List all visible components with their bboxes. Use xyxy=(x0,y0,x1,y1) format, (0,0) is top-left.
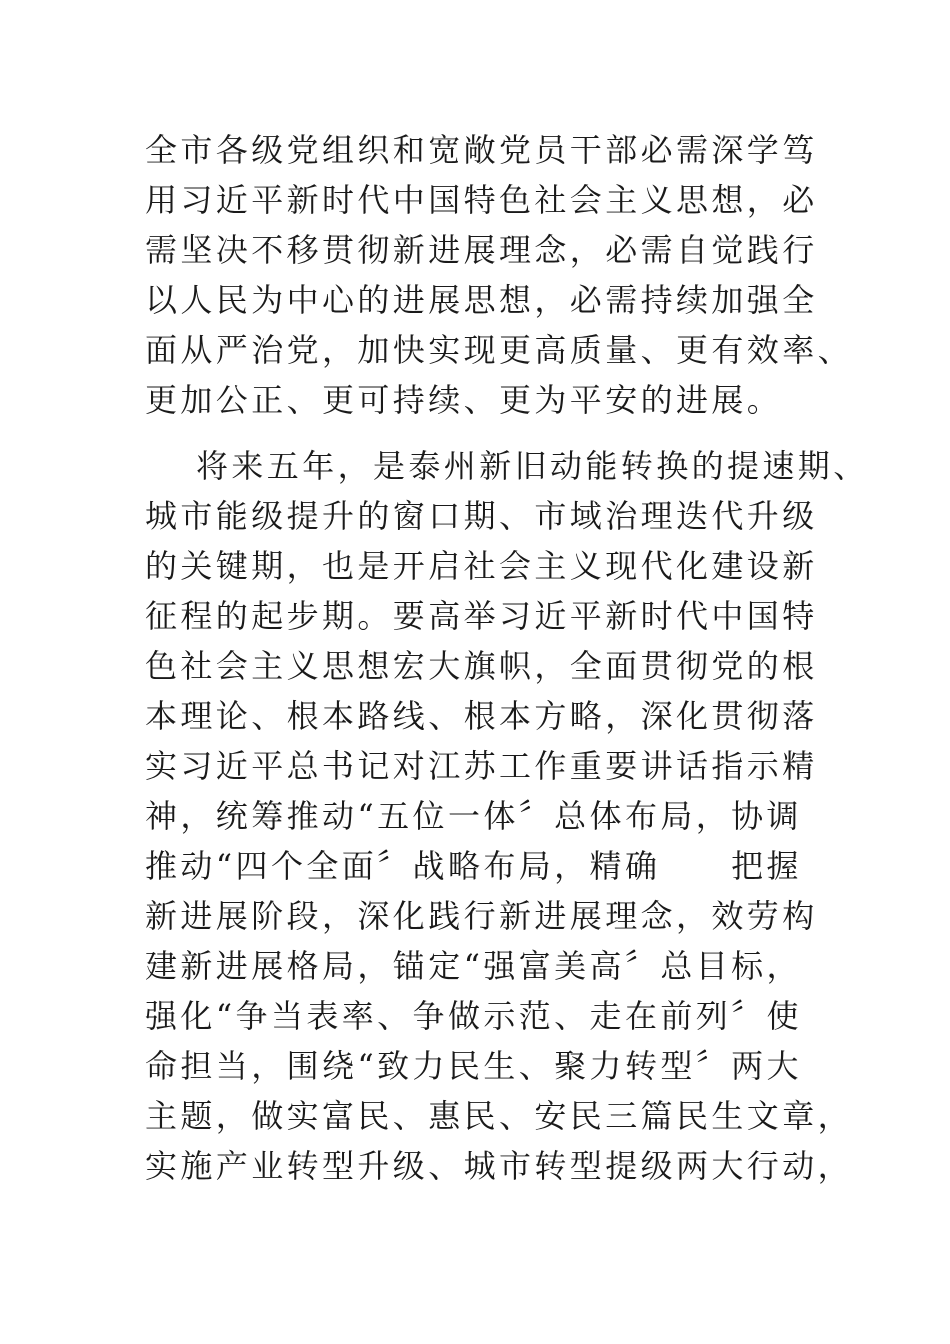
paragraph-2-line-7: 实习近平总书记对江苏工作重要讲话指示精 xyxy=(145,747,818,785)
paragraph-1-line-3: 需坚决不移贯彻新进展理念，必需自觉践行 xyxy=(145,231,818,269)
paragraph-2-line-14: 主题，做实富民、惠民、安民三篇民生文章， xyxy=(145,1097,854,1135)
paragraph-2-line-10: 新进展阶段，深化践行新进展理念，效劳构 xyxy=(145,897,818,935)
paragraph-2-line-15: 实施产业转型升级、城市转型提级两大行动， xyxy=(145,1147,854,1185)
paragraph-1-line-5: 面从严治党，加快实现更高质量、更有效率、 xyxy=(145,331,854,369)
paragraph-2-line-5: 色社会主义思想宏大旗帜，全面贯彻党的根 xyxy=(145,647,818,685)
paragraph-2-line-9: 推动“四个全面〞战略布局，精确 把握 xyxy=(145,847,802,885)
paragraph-2-line-1: 将来五年，是泰州新旧动能转换的提速期、 xyxy=(196,447,869,485)
paragraph-2-line-4: 征程的起步期。要高举习近平新时代中国特 xyxy=(145,597,818,635)
paragraph-2-line-3: 的关键期，也是开启社会主义现代化建设新 xyxy=(145,547,818,585)
paragraph-2-line-6: 本理论、根本路线、根本方略，深化贯彻落 xyxy=(145,697,818,735)
paragraph-2-line-2: 城市能级提升的窗口期、市域治理迭代升级 xyxy=(145,497,818,535)
paragraph-1-line-1: 全市各级党组织和宽敞党员干部必需深学笃 xyxy=(145,131,818,169)
paragraph-2-line-8: 神，统筹推动“五位一体〞总体布局，协调 xyxy=(145,797,802,835)
paragraph-1-line-4: 以人民为中心的进展思想，必需持续加强全 xyxy=(145,281,818,319)
paragraph-1-line-6: 更加公正、更可持续、更为平安的进展。 xyxy=(145,381,783,419)
paragraph-2-line-11: 建新进展格局，锚定“强富美高〞总目标， xyxy=(145,947,802,985)
paragraph-2-line-12: 强化“争当表率、争做示范、走在前列〞使 xyxy=(145,997,802,1035)
paragraph-1-line-2: 用习近平新时代中国特色社会主义思想，必 xyxy=(145,181,818,219)
paragraph-2-line-13: 命担当，围绕“致力民生、聚力转型〞两大 xyxy=(145,1047,802,1085)
